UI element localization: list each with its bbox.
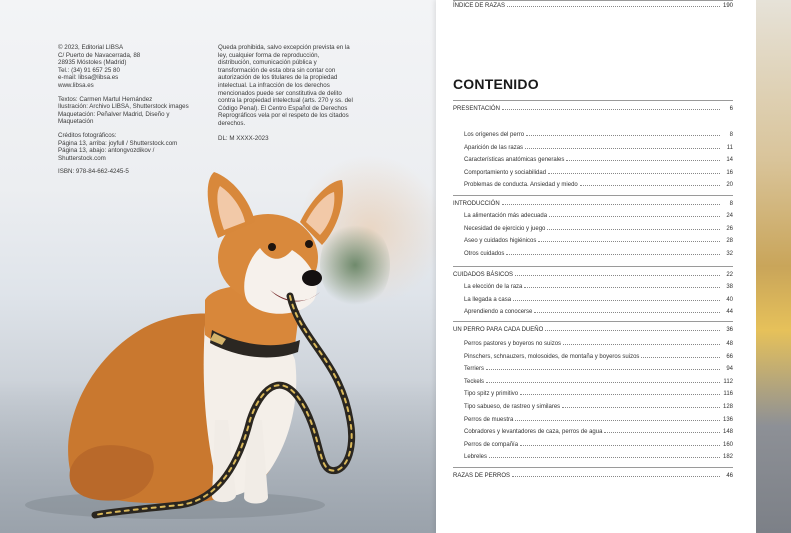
imprint-left-column — [58, 44, 193, 182]
toc-title: CONTENIDO — [453, 76, 539, 92]
toc-subentry-label: Aseo y cuidados higiénicos — [464, 238, 537, 245]
toc-leader-dots — [549, 216, 720, 217]
toc-subentry[interactable] — [464, 388, 733, 397]
toc-page-number: 66 — [726, 353, 733, 360]
toc-leader-dots — [548, 173, 720, 174]
toc-page-number: 38 — [726, 284, 733, 290]
toc-leader-dots — [580, 185, 720, 186]
toc-subentry[interactable] — [464, 281, 733, 290]
toc-subentry-label: Tipo spitz y primitivo — [464, 391, 519, 398]
toc-leader-dots — [562, 407, 720, 408]
toc-subentry-label: Aprendiendo a conocerse — [464, 309, 533, 316]
toc-leader-dots — [507, 6, 720, 7]
rights-notice: Queda prohibida, salvo excepción prevista en la ley, cualquier forma de reproducción, distribución, comunicación pública y transformación de esta obra sin contar con autorización de los titulares de la propiedad intelectual. La infracción de los derechos mencionados puede ser constitutiva de delito contra la propiedad intelectual (arts. 270 y ss. del Código Penal). El Centro Español de Derechos Reprográficos vela por el respeto de los citados derechos. — [218, 44, 353, 127]
section-divider — [453, 195, 733, 196]
toc-leader-dots — [604, 432, 720, 433]
toc-page-number: 36 — [726, 327, 733, 333]
toc-page-number: 20 — [726, 182, 733, 189]
toc-subentry-label: Perros pastores y boyeros no suizos — [464, 341, 562, 347]
toc-section-entry[interactable] — [453, 269, 733, 278]
toc-leader-dots — [506, 254, 720, 255]
legal-deposit: DL: M XXXX-2023 — [218, 134, 269, 142]
toc-section-entry[interactable] — [453, 324, 733, 333]
section-divider — [453, 321, 733, 322]
toc-leader-dots — [489, 457, 720, 458]
toc-subentry-label: Los orígenes del perro — [464, 132, 525, 138]
toc-page-number: 48 — [726, 341, 733, 347]
toc-subentry[interactable] — [464, 376, 733, 385]
toc-section-label: RAZAS DE PERROS — [453, 473, 511, 479]
section-divider — [453, 266, 733, 267]
toc-leader-dots — [486, 382, 720, 383]
toc-subentry-label: La alimentación más adecuada — [464, 213, 548, 219]
toc-page-number: 128 — [722, 404, 733, 410]
toc-page-number: 11 — [726, 144, 733, 151]
toc-page-number: 112 — [723, 378, 733, 385]
toc-page-number: 32 — [726, 250, 733, 257]
toc-subentry-label: Problemas de conducta. Ansiedad y miedo — [464, 182, 578, 189]
toc-subentry-label: Terriers — [464, 366, 485, 373]
toc-subentry[interactable] — [464, 235, 733, 244]
toc-subentry-label: Necesidad de ejercicio y juego — [464, 225, 546, 232]
publisher-info: © 2023, Editorial LIBSA C/ Puerto de Navacerrada, 88 28935 Móstoles (Madrid) Tel.: (34) 91 657 25 80 e-mail: libsa@libsa.es www.libsa.es — [58, 44, 141, 89]
section-divider — [453, 467, 733, 468]
toc-section-label: UN PERRO PARA CADA DUEÑO — [453, 327, 544, 333]
toc-subentry-label: Teckels — [464, 378, 485, 385]
toc-subentry[interactable] — [464, 401, 733, 410]
toc-subentry-label: Lebreles — [464, 454, 488, 461]
toc-page-number: 46 — [726, 473, 733, 479]
toc-subentry[interactable] — [464, 223, 733, 232]
toc-page-number: 24 — [726, 213, 733, 219]
toc-subentry[interactable] — [464, 306, 733, 315]
toc-subentry-label: Pinschers, schnauzers, molosoides, de montaña y boyeros suizos — [464, 353, 640, 360]
toc-subentry[interactable] — [464, 351, 733, 360]
toc-subentry-label: Cobradores y levantadores de caza, perros de agua — [464, 429, 603, 436]
next-page-edge — [756, 0, 791, 533]
toc-leader-dots — [538, 241, 720, 242]
toc-section-label: ÍNDICE DE RAZAS — [453, 3, 506, 9]
toc-leader-dots — [502, 109, 720, 110]
toc-section-entry[interactable] — [453, 103, 733, 112]
toc-leader-dots — [520, 445, 720, 446]
toc-leader-dots — [563, 344, 720, 345]
toc-page-number: 8 — [729, 132, 733, 138]
toc-leader-dots — [547, 229, 720, 230]
toc-page-number: 116 — [723, 391, 733, 398]
toc-leader-dots — [520, 394, 720, 395]
toc-section-label: CUIDADOS BÁSICOS — [453, 272, 514, 278]
toc-leader-dots — [524, 287, 720, 288]
toc-page-number: 40 — [726, 296, 733, 303]
toc-section-entry[interactable] — [453, 198, 733, 207]
toc-subentry[interactable] — [464, 129, 733, 138]
toc-subentry-label: Tipo sabueso, de rastreo y similares — [464, 404, 561, 410]
toc-leader-dots — [512, 476, 720, 477]
toc-subentry-label: Aparición de las razas — [464, 144, 524, 151]
toc-leader-dots — [545, 330, 720, 331]
toc-section-entry[interactable] — [453, 0, 733, 9]
toc-leader-dots — [515, 275, 720, 276]
toc-page-number: 182 — [722, 454, 733, 461]
toc-subentry[interactable] — [464, 248, 733, 257]
toc-leader-dots — [486, 369, 720, 370]
credits-info: Textos: Carmen Martul Hernández Ilustración: Archivo LIBSA, Shutterstock images Maquetación: Peñalver Madrid, Diseño y Maquetación — [58, 95, 189, 126]
toc-subentry-label: Perros de compañía — [464, 441, 519, 448]
toc-page-number: 190 — [722, 3, 733, 9]
toc-page-number: 26 — [726, 225, 733, 232]
toc-subentry-label: La elección de la raza — [464, 284, 523, 290]
toc-subentry[interactable] — [464, 154, 733, 163]
toc-leader-dots — [515, 420, 720, 421]
toc-subentry[interactable] — [464, 426, 733, 435]
photo-credits: Créditos fotográficos: Página 13, arriba: joyfull / Shutterstock.com Página 13, abajo: antongvozdikov / Shutterstock.com — [58, 131, 178, 162]
toc-subentry[interactable] — [464, 179, 733, 188]
toc-page-number: 6 — [729, 106, 733, 112]
isbn: ISBN: 978-84-662-4245-5 — [58, 168, 129, 176]
toc-page-number: 148 — [722, 429, 733, 436]
toc-page-number: 22 — [726, 272, 733, 278]
toc-subentry-label: La llegada a casa — [464, 296, 512, 303]
toc-leader-dots — [641, 357, 720, 358]
toc-leader-dots — [566, 160, 720, 161]
toc-subentry[interactable] — [464, 338, 733, 347]
toc-page-number: 136 — [722, 416, 733, 423]
toc-subentry[interactable] — [464, 294, 733, 303]
toc-leader-dots — [525, 148, 720, 149]
toc-subentry-label: Características anatómicas generales — [464, 157, 565, 164]
toc-page-number: 160 — [722, 441, 733, 448]
toc-page-number: 16 — [726, 169, 733, 176]
toc-subentry-label: Otros cuidados — [464, 250, 505, 257]
imprint-right-column — [218, 44, 353, 148]
toc-section-entry[interactable] — [453, 470, 733, 479]
toc-page-number: 44 — [726, 309, 733, 316]
toc-subentry[interactable] — [464, 451, 733, 460]
toc-leader-dots — [526, 135, 720, 136]
toc-subentry[interactable] — [464, 363, 733, 372]
toc-section-label: INTRODUCCIÓN — [453, 201, 500, 207]
toc-page-number: 28 — [726, 238, 733, 245]
toc-subentry[interactable] — [464, 210, 733, 219]
section-divider — [453, 100, 733, 101]
toc-leader-dots — [513, 300, 720, 301]
toc-page-number: 14 — [726, 157, 733, 164]
toc-page-number: 8 — [729, 201, 733, 207]
toc-subentry[interactable] — [464, 142, 733, 151]
toc-subentry-label: Perros de muestra — [464, 416, 514, 423]
toc-subentry[interactable] — [464, 167, 733, 176]
toc-page-number: 94 — [726, 366, 733, 373]
toc-section-label: PRESENTACIÓN — [453, 106, 500, 112]
toc-subentry[interactable] — [464, 439, 733, 448]
toc-leader-dots — [502, 204, 720, 205]
toc-subentry-label: Comportamiento y sociabilidad — [464, 169, 547, 176]
toc-subentry[interactable] — [464, 414, 733, 423]
toc-leader-dots — [534, 312, 720, 313]
